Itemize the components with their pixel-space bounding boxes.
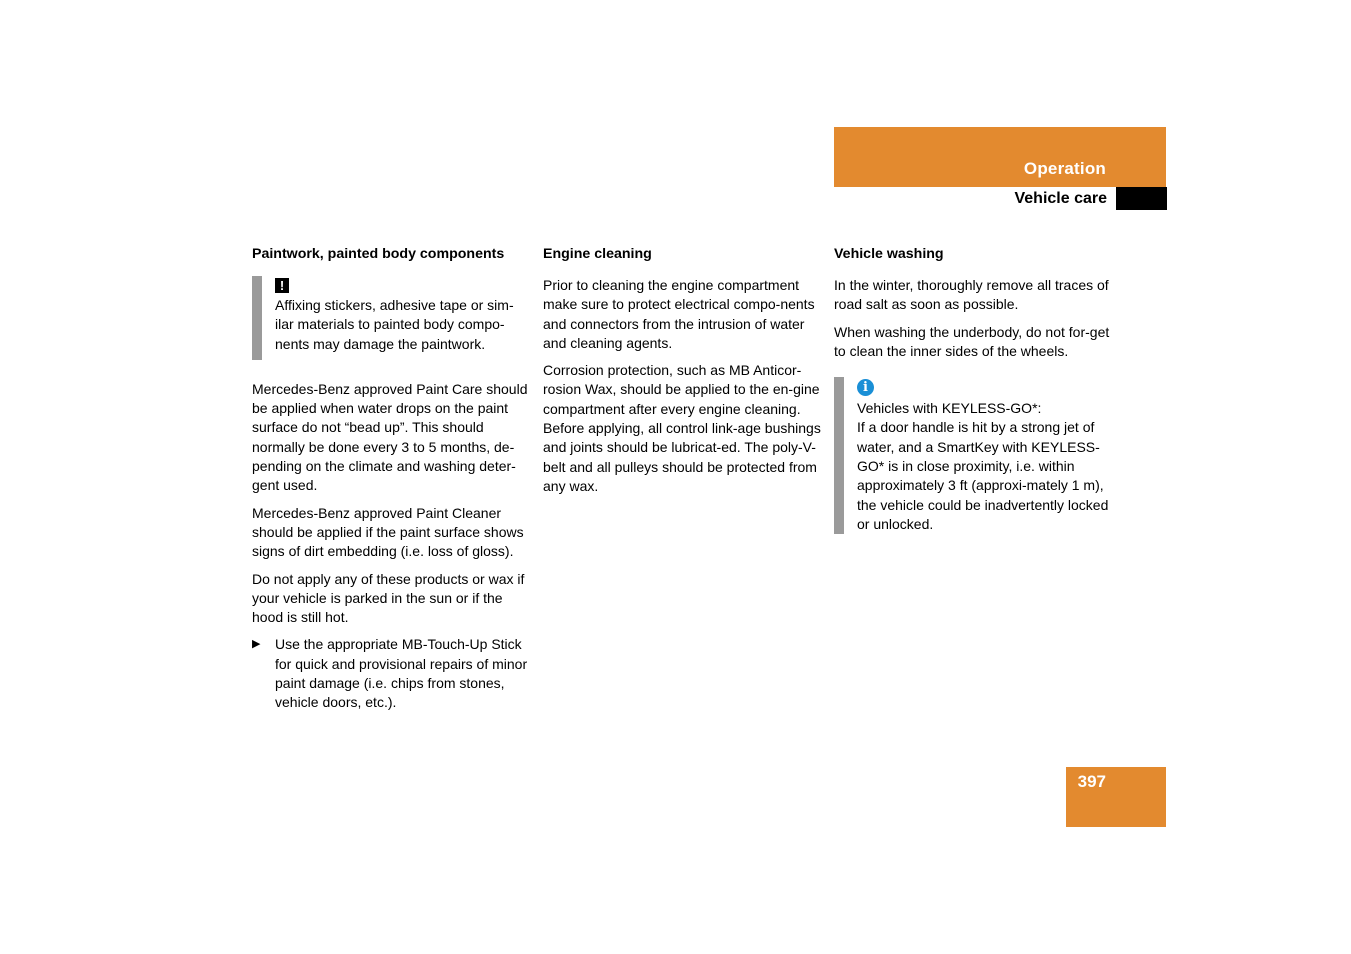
subsection-title: Vehicle care: [1014, 190, 1107, 207]
info-text: Vehicles with KEYLESS-GO*: If a door handle is hit by a strong jet of water, and a SmartKey with KEYLESS-GO* is in close proximity, i.e. within approximately 3 ft (approxi-mately 1 m), the vehicle could be inadvertently locked or unlocked.: [857, 400, 1109, 532]
paintwork-heading: Paintwork, painted body components: [252, 246, 505, 262]
header-section-box: [834, 127, 1166, 187]
paragraph: Do not apply any of these products or wax if your vehicle is parked in the sun or if the hood is still hot.: [252, 570, 525, 626]
page-number-box: [1066, 767, 1166, 827]
info-note-bar: [834, 377, 844, 534]
washing-column: [834, 245, 1112, 560]
triangle-right-icon: ▶: [252, 638, 261, 651]
warning-note: [252, 276, 530, 354]
paragraph: Prior to cleaning the engine compartment make sure to protect electrical compo-nents and connectors from the intrusion of water and cleaning agents.: [543, 277, 815, 351]
warning-text: Affixing stickers, adhesive tape or sim- ilar materials to painted body compo- nents may damage the paintwork.: [275, 297, 514, 352]
section-tab-marker: [1116, 187, 1167, 210]
section-title: Operation: [1023, 159, 1106, 178]
bullet-text: Use the appropriate MB-Touch-Up Stick for quick and provisional repairs of minor paint damage (i.e. chips from stones, vehicle doors, etc.).: [275, 636, 528, 711]
paintwork-column: [252, 245, 530, 713]
paragraph: Mercedes-Benz approved Paint Cleaner should be applied if the paint surface shows signs of dirt embedding (i.e. loss of gloss).: [252, 504, 524, 560]
engine-heading: Engine cleaning: [543, 246, 652, 262]
paragraph: In the winter, thoroughly remove all traces of road salt as soon as possible.: [834, 277, 1109, 313]
warning-note-bar: [252, 276, 262, 360]
engine-column: [543, 245, 821, 504]
page-number: 397: [1077, 772, 1106, 791]
bullet-item: [252, 635, 530, 712]
info-note: [834, 377, 1112, 534]
paragraph: Mercedes-Benz approved Paint Care should be applied when water drops on the paint surface do not “bead up”. This should normally be done every 3 to 5 months, de-pending on the climate and washing deter-gent used.: [252, 380, 528, 494]
warning-icon: !: [275, 278, 289, 293]
paragraph: When washing the underbody, do not for-get to clean the inner sides of the wheels.: [834, 323, 1110, 359]
paragraph: Corrosion protection, such as MB Anticor-rosion Wax, should be applied to the en-gine compartment after every engine cleaning. Before applying, all control link-age bushings and joints should be lubricat-ed. The poly-V-belt and all pulleys should be protected from any wax.: [543, 362, 821, 494]
washing-heading: Vehicle washing: [834, 246, 944, 262]
info-icon: i: [857, 379, 874, 396]
